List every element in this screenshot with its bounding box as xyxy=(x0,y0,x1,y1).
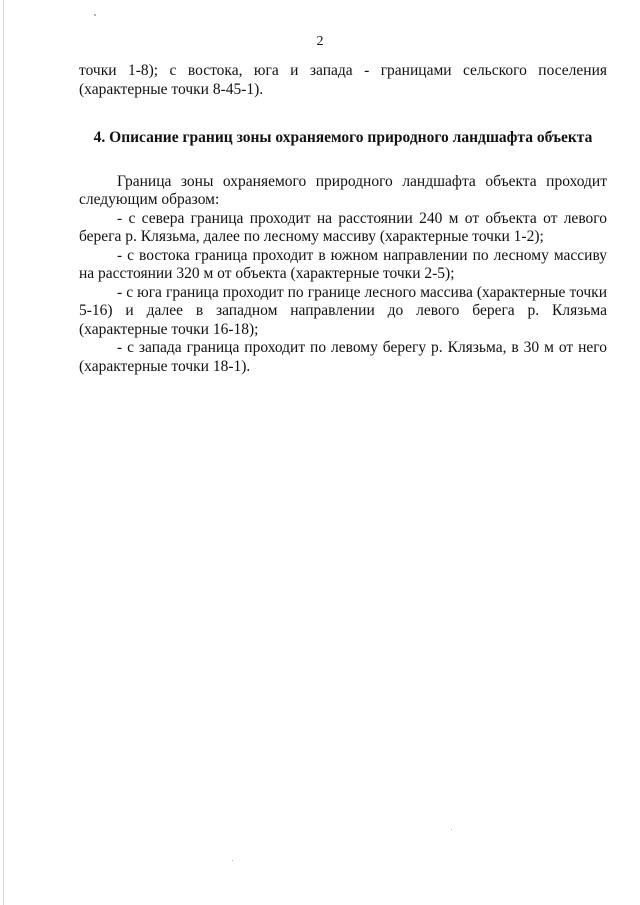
scan-speck xyxy=(232,860,233,861)
section-heading: 4. Описание границ зоны охраняемого природного ландшафта объекта xyxy=(93,129,593,146)
boundary-item-east: - с востока граница проходит в южном направлении по лесному массиву на расстоянии 320 м от объекта (характерные точки 2-5); xyxy=(79,246,607,282)
boundary-item-south: - с юга граница проходит по границе лесного массива (характерные точки 5-16) и далее в западном направлении до левого берега р. Клязьма (характерные точки 16-18); xyxy=(79,283,607,338)
continuation-paragraph: точки 1-8); с востока, юга и запада - границами сельского поселения (характерные точки 8-45-1). xyxy=(79,62,607,98)
scan-edge xyxy=(3,0,4,905)
page-number: 2 xyxy=(316,34,324,49)
boundary-item-north: - с севера граница проходит на расстоянии 240 м от объекта от левого берега р. Клязьма, далее по лесному массиву (характерные точки 1-2); xyxy=(79,209,607,245)
scan-speck xyxy=(94,14,96,16)
document-body xyxy=(79,62,607,376)
scan-speck xyxy=(451,829,452,830)
boundary-item-west: - с запада граница проходит по левому берегу р. Клязьма, в 30 м от него (характерные точки 18-1). xyxy=(79,339,607,375)
section-intro: Граница зоны охраняемого природного ландшафта объекта проходит следующим образом: xyxy=(79,172,607,208)
